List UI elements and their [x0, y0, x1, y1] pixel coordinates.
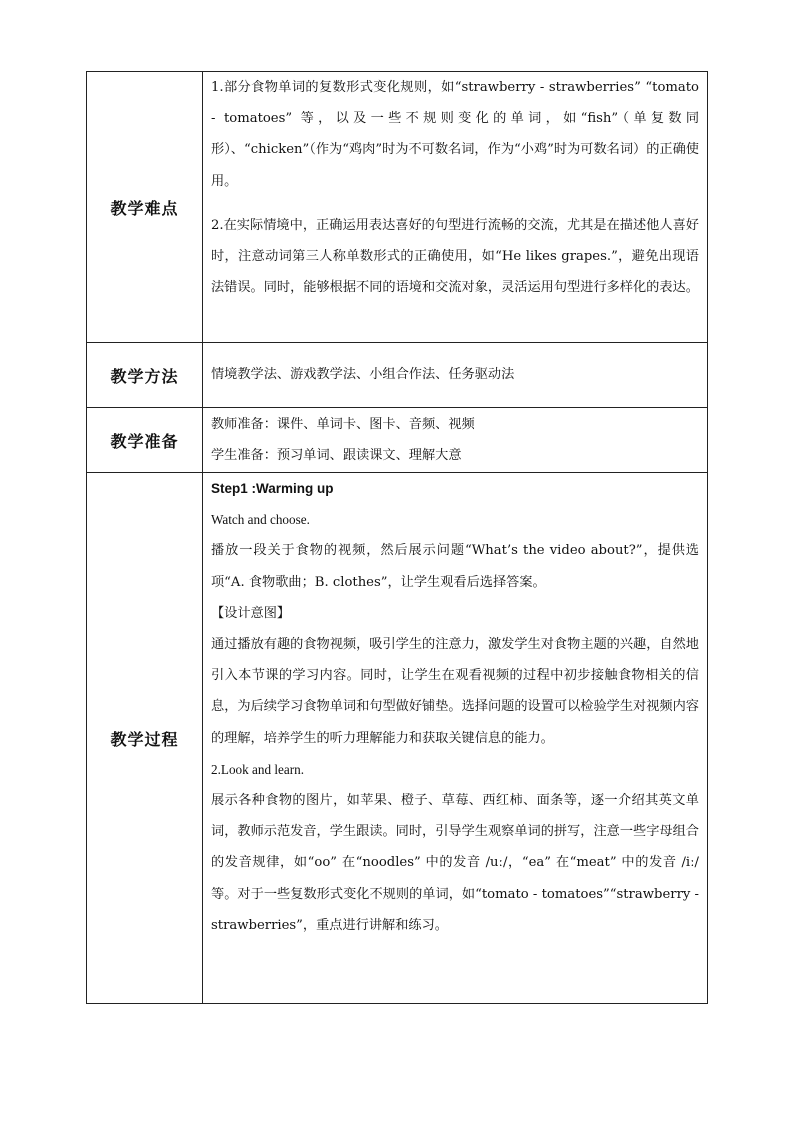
watch-description: 播放一段关于食物的视频，然后展示问题“What’s the video about?”，提供选项“A. 食物歌曲；B. clothes”，让学生观看后选择答案。 — [211, 543, 699, 590]
difficulty-point-1: 1.部分食物单词的复数形式变化规则，如“strawberry - strawberries” “tomato - tomatoes” 等，以及一些不规则变化的单词，如“fish”（单复数同形）、“chicken”（作为“鸡肉”时为不可数名词，作为“小鸡”时为可数名词）的正确使用。 — [211, 80, 699, 189]
difficulty-point-2: 2.在实际情境中，正确运用表达喜好的句型进行流畅的交流，尤其是在描述他人喜好时，注意动词第三人称单数形式的正确使用，如“He likes grapes.”，避免出现语法错误。同时，能够根据不同的语境和交流对象，灵活运用句型进行多样化的表达。 — [211, 217, 699, 296]
cell-teaching-methods — [203, 343, 708, 408]
row-teaching-difficulty — [87, 72, 708, 343]
lesson-plan-table — [86, 71, 708, 1004]
look-description: 展示各种食物的图片，如苹果、橙子、草莓、西红柿、面条等，逐一介绍其英文单词，教师示范发音，学生跟读。同时，引导学生观察单词的拼写，注意一些字母组合的发音规律，如“oo” 在“noodles” 中的发音 /uː/，“ea” 在“meat” 中的发音 /iː/ 等。对于一些复数形式变化不规则的单词，如“tomato - tomatoes”“strawberry - strawberries”，重点进行讲解和练习。 — [211, 793, 699, 933]
methods-text: 情境教学法、游戏教学法、小组合作法、任务驱动法 — [211, 367, 515, 383]
cell-teaching-difficulty — [203, 72, 708, 343]
student-preparation: 学生准备：预习单词、跟读课文、理解大意 — [211, 448, 462, 463]
step1-title: Step1 :Warming up — [211, 481, 334, 496]
cell-teaching-preparation — [203, 408, 708, 473]
row-teaching-process — [87, 473, 708, 1004]
label-teaching-difficulty: 教学难点 — [87, 72, 203, 343]
teacher-preparation: 教师准备：课件、单词卡、图卡、音频、视频 — [211, 416, 475, 432]
cell-teaching-process — [203, 473, 708, 1004]
row-teaching-methods — [87, 343, 708, 408]
label-teaching-process: 教学过程 — [87, 473, 203, 1004]
design-intent-title: 【设计意图】 — [211, 605, 291, 621]
watch-and-choose: Watch and choose. — [211, 512, 310, 528]
label-teaching-preparation: 教学准备 — [87, 408, 203, 473]
paragraph-gap — [211, 197, 699, 210]
label-teaching-methods: 教学方法 — [87, 343, 203, 408]
row-teaching-preparation — [87, 408, 708, 473]
look-and-learn: 2.Look and learn. — [211, 761, 305, 777]
design-intent-text: 通过播放有趣的食物视频，吸引学生的注意力，激发学生对食物主题的兴趣，自然地引入本节课的学习内容。同时，让学生在观看视频的过程中初步接触食物相关的信息，为后续学习食物单词和句型做好铺垫。选择问题的设置可以检验学生对视频内容的理解，培养学生的听力理解能力和获取关键信息的能力。 — [211, 637, 699, 746]
